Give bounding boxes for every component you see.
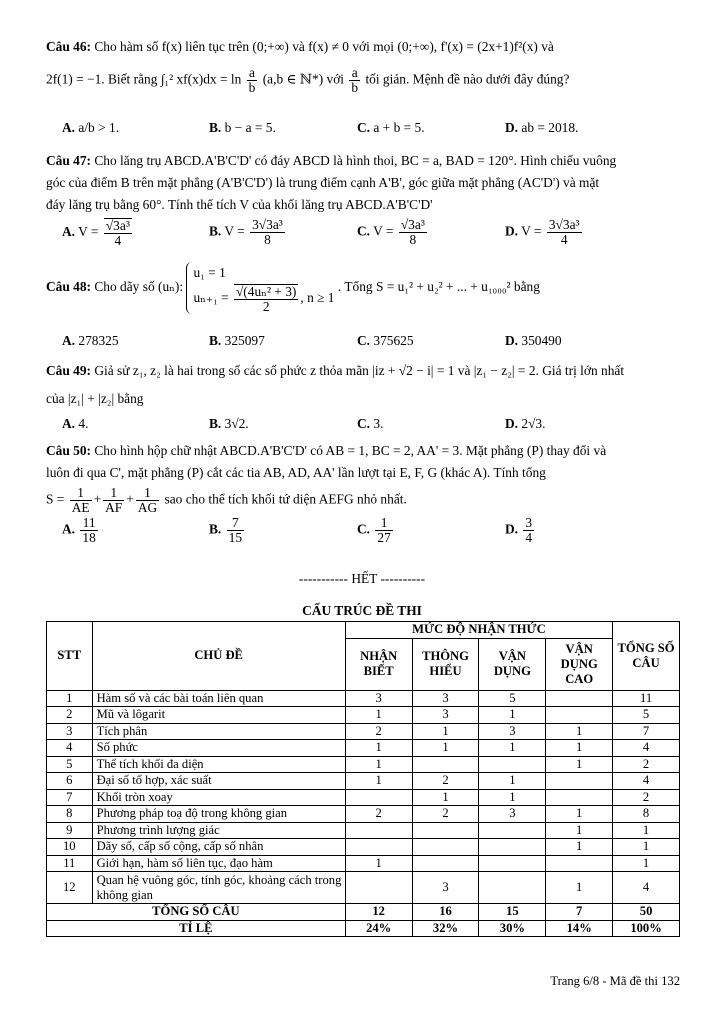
table-cell: 3 — [412, 872, 479, 904]
table-cell: 2 — [47, 707, 93, 724]
q48-option-a[interactable]: A. 278325 — [62, 333, 119, 348]
table-cell: 2 — [345, 723, 412, 740]
question-49-line-1: Giả sử z₁, z₂ là hai trong số các số phức z thỏa mãn |iz + √2 − i| = 1 và |z₁ − z₂| = 2. Giá trị lớn nhất — [94, 363, 625, 378]
table-cell — [546, 855, 613, 872]
q46-option-d[interactable]: D. ab = 2018. — [505, 120, 579, 135]
question-50-line-2: luôn đi qua C', mặt phẳng (P) cắt các tia AB, AD, AA' lần lượt tại E, F, G (khác A). Tính tổng — [46, 465, 546, 480]
table-cell: Khối tròn xoay — [92, 789, 345, 806]
q48-option-d[interactable]: D. 350490 — [505, 333, 562, 348]
table-cell: 3 — [412, 690, 479, 707]
header-level-group: MỨC ĐỘ NHẬN THỨC — [345, 622, 612, 639]
table-cell: 4 — [47, 740, 93, 757]
table-cell: 1 — [412, 740, 479, 757]
table-cell: 3 — [47, 723, 93, 740]
table-cell: Thể tích khối đa diện — [92, 756, 345, 773]
table-row — [47, 839, 680, 856]
q50-option-a[interactable]: A. $\frac{11}{18}$ — [62, 515, 96, 545]
q49-option-c[interactable]: C. 3. — [357, 416, 384, 431]
q46-option-b[interactable]: B. b − a = 5. — [209, 120, 276, 135]
table-cell: 2 — [412, 806, 479, 823]
header-level-1: NHẬN BIẾT — [345, 638, 412, 690]
q46-option-a[interactable]: A. a/b > 1. — [62, 120, 120, 135]
table-row — [47, 707, 680, 724]
question-49 — [46, 360, 680, 410]
question-49-line-2: của |z₁| + |z₂| bằng — [46, 391, 144, 406]
question-50-number: Câu 50: — [46, 443, 92, 458]
q49-option-d[interactable]: D. 2√3. — [505, 416, 546, 431]
table-cell: 1 — [47, 690, 93, 707]
table-cell: 8 — [47, 806, 93, 823]
table-cell: 3 — [479, 806, 546, 823]
table-cell: 1 — [345, 855, 412, 872]
table-cell: 1 — [479, 740, 546, 757]
table-cell: 1 — [546, 822, 613, 839]
table-cell: 1 — [613, 822, 680, 839]
header-level-2: THÔNG HIỂU — [412, 638, 479, 690]
table-cell: 2 — [613, 756, 680, 773]
table-cell: 4 — [613, 773, 680, 790]
table-cell: Tích phân — [92, 723, 345, 740]
table-row — [47, 806, 680, 823]
table-cell: 5 — [613, 707, 680, 724]
table-cell: 1 — [546, 806, 613, 823]
table-cell: 1 — [479, 707, 546, 724]
question-48-number: Câu 48: — [46, 279, 92, 295]
question-46-fraction-2: $\frac{a}{b}$ — [351, 65, 359, 95]
question-48-tail: . Tổng S = u₁² + u₂² + ... + u₁₀₀₀² bằng — [337, 279, 540, 295]
q50-option-c[interactable]: C. $\frac{1}{27}$ — [357, 515, 391, 545]
table-cell: 2 — [412, 773, 479, 790]
header-topic: CHỦ ĐỀ — [92, 622, 345, 691]
question-49-number: Câu 49: — [46, 363, 92, 378]
table-cell: 1 — [546, 756, 613, 773]
table-cell — [479, 756, 546, 773]
table-cell — [479, 822, 546, 839]
table-cell: 7 — [47, 789, 93, 806]
table-cell — [345, 839, 412, 856]
question-46-line-2b: (a,b ∈ ℕ*) với — [262, 71, 345, 87]
table-cell: 2 — [345, 806, 412, 823]
end-marker: ----------- HẾT ---------- — [298, 571, 426, 586]
table-cell — [546, 707, 613, 724]
question-47-number: Câu 47: — [46, 153, 92, 168]
table-cell — [345, 822, 412, 839]
q47-option-c[interactable]: C. V = $\frac{\text{√3a³}}{8}$ — [357, 217, 425, 247]
table-row — [47, 756, 680, 773]
header-level-3: VẬN DỤNG — [479, 638, 546, 690]
table-row — [47, 872, 680, 904]
table-cell: 4 — [613, 872, 680, 904]
table-cell: 1 — [412, 789, 479, 806]
table-cell: 1 — [546, 740, 613, 757]
question-47-line-3: đáy lăng trụ bằng 60°. Tính thể tích V của khối lăng trụ ABCD.A'B'C'D' — [46, 197, 433, 212]
table-title: CẤU TRÚC ĐỀ THI — [302, 603, 422, 618]
table-row — [47, 690, 680, 707]
question-47-line-2: góc của điểm B trên mặt phẳng (A'B'C'D') là trung điểm cạnh A'B', góc giữa mặt phẳng (AC'D') và mặt — [46, 175, 600, 190]
table-cell — [412, 839, 479, 856]
table-cell — [546, 773, 613, 790]
table-cell: Quan hệ vuông góc, tính góc, khoảng cách trong không gian — [92, 872, 345, 904]
q50-option-d[interactable]: D. $\frac{3}{4}$ — [505, 515, 533, 545]
table-cell: Số phức — [92, 740, 345, 757]
table-cell — [479, 839, 546, 856]
table-cell: 1 — [546, 872, 613, 904]
question-50-line-1: Cho hình hộp chữ nhật ABCD.A'B'C'D' có AB = 1, BC = 2, AA' = 3. Mặt phẳng (P) thay đổi và — [94, 443, 607, 458]
table-ratio-row: TỈ LỆ 24% 32% 30% 14% 100% — [47, 920, 680, 937]
question-46 — [46, 36, 680, 95]
table-cell: 1 — [613, 855, 680, 872]
question-48 — [46, 262, 680, 314]
table-cell: 12 — [47, 872, 93, 904]
table-cell: 7 — [613, 723, 680, 740]
table-cell: Phương trình lượng giác — [92, 822, 345, 839]
table-cell: Đại số tổ hợp, xác suất — [92, 773, 345, 790]
table-cell: 1 — [412, 723, 479, 740]
question-47 — [46, 150, 680, 216]
question-50 — [46, 440, 680, 515]
header-stt: STT — [47, 622, 93, 691]
question-46-fraction: $\frac{a}{b}$ — [248, 65, 256, 95]
table-cell: 2 — [613, 789, 680, 806]
question-46-line-1: Cho hàm số f(x) liên tục trên (0;+∞) và f(x) ≠ 0 với mọi (0;+∞), f'(x) = (2x+1)f²(x) và — [94, 39, 554, 54]
table-cell: 1 — [345, 756, 412, 773]
table-row — [47, 773, 680, 790]
table-row — [47, 855, 680, 872]
table-cell: Giới hạn, hàm số liên tục, đạo hàm — [92, 855, 345, 872]
table-cell: 8 — [613, 806, 680, 823]
table-row — [47, 740, 680, 757]
structure-table — [46, 621, 680, 937]
table-cell — [412, 855, 479, 872]
q50-option-b[interactable]: B. $\frac{7}{15}$ — [209, 515, 243, 545]
question-46-line-2c: tối giản. Mệnh đề nào dưới đây đúng? — [365, 71, 570, 87]
q48-option-b[interactable]: B. 325097 — [209, 333, 265, 348]
header-total: TỔNG SỐ CÂU — [613, 622, 680, 691]
table-cell — [546, 690, 613, 707]
table-cell: 3 — [412, 707, 479, 724]
table-cell: 1 — [345, 740, 412, 757]
q49-option-a[interactable]: A. 4. — [62, 416, 89, 431]
question-50-sum: S = $\frac{1}{AE}$ + $\frac{1}{AF}$ + $\frac{1}{AG}$ sao cho thể tích khối tứ diện AEFG nhỏ nhất. — [46, 485, 407, 515]
table-cell: 1 — [479, 789, 546, 806]
table-cell: 1 — [345, 773, 412, 790]
table-cell: 3 — [479, 723, 546, 740]
header-level-4: VẬN DỤNG CAO — [546, 638, 613, 690]
table-row — [47, 789, 680, 806]
table-cell: 3 — [345, 690, 412, 707]
table-cell: 10 — [47, 839, 93, 856]
table-cell — [345, 789, 412, 806]
table-cell — [345, 872, 412, 904]
table-cell: 11 — [47, 855, 93, 872]
table-cell: 1 — [546, 839, 613, 856]
question-46-number: Câu 46: — [46, 39, 92, 54]
table-row — [47, 723, 680, 740]
question-47-line-1: Cho lăng trụ ABCD.A'B'C'D' có đáy ABCD là hình thoi, BC = a, BAD = 120°. Hình chiếu vuông — [94, 153, 617, 168]
table-cell: Phương pháp toạ độ trong không gian — [92, 806, 345, 823]
table-cell: Mũ và lôgarit — [92, 707, 345, 724]
table-cell: 6 — [47, 773, 93, 790]
table-cell: Dãy số, cấp số cộng, cấp số nhân — [92, 839, 345, 856]
table-row — [47, 822, 680, 839]
table-cell: Hàm số và các bài toán liên quan — [92, 690, 345, 707]
q47-option-b[interactable]: B. V = $\frac{\text{3√3a³}}{8}$ — [209, 217, 283, 247]
q48-option-c[interactable]: C. 375625 — [357, 333, 414, 348]
table-cell: 9 — [47, 822, 93, 839]
page-footer: Trang 6/8 - Mã đề thi 132 — [550, 974, 680, 988]
table-cell: 1 — [546, 723, 613, 740]
q47-option-a[interactable]: A. V = $\frac{\text{√3a³}}{4}$ — [62, 218, 130, 248]
table-cell: 4 — [613, 740, 680, 757]
table-cell — [479, 872, 546, 904]
table-cell — [412, 822, 479, 839]
table-cell: 1 — [345, 707, 412, 724]
q46-option-c[interactable]: C. a + b = 5. — [357, 120, 425, 135]
table-cell — [546, 789, 613, 806]
q47-option-d[interactable]: D. V = $\frac{\text{3√3a³}}{4}$ — [505, 217, 580, 247]
table-cell: 5 — [479, 690, 546, 707]
table-cell: 11 — [613, 690, 680, 707]
table-cell: 5 — [47, 756, 93, 773]
table-cell — [479, 855, 546, 872]
question-48-intro: Cho dãy số (uₙ): — [94, 279, 184, 295]
q49-option-b[interactable]: B. 3√2. — [209, 416, 249, 431]
table-cell — [412, 756, 479, 773]
question-46-line-2a: 2f(1) = −1. Biết rằng ∫₁² xf(x)dx = ln — [46, 71, 242, 87]
question-48-system: u₁ = 1 uₙ₊₁ = $\frac{\text{√(4uₙ² + 3)}}{2}$ , n ≥ 1 — [186, 262, 334, 314]
table-cell: 1 — [613, 839, 680, 856]
table-cell: 1 — [479, 773, 546, 790]
table-sum-row: TỔNG SỐ CÂU 12 16 15 7 50 — [47, 904, 680, 921]
